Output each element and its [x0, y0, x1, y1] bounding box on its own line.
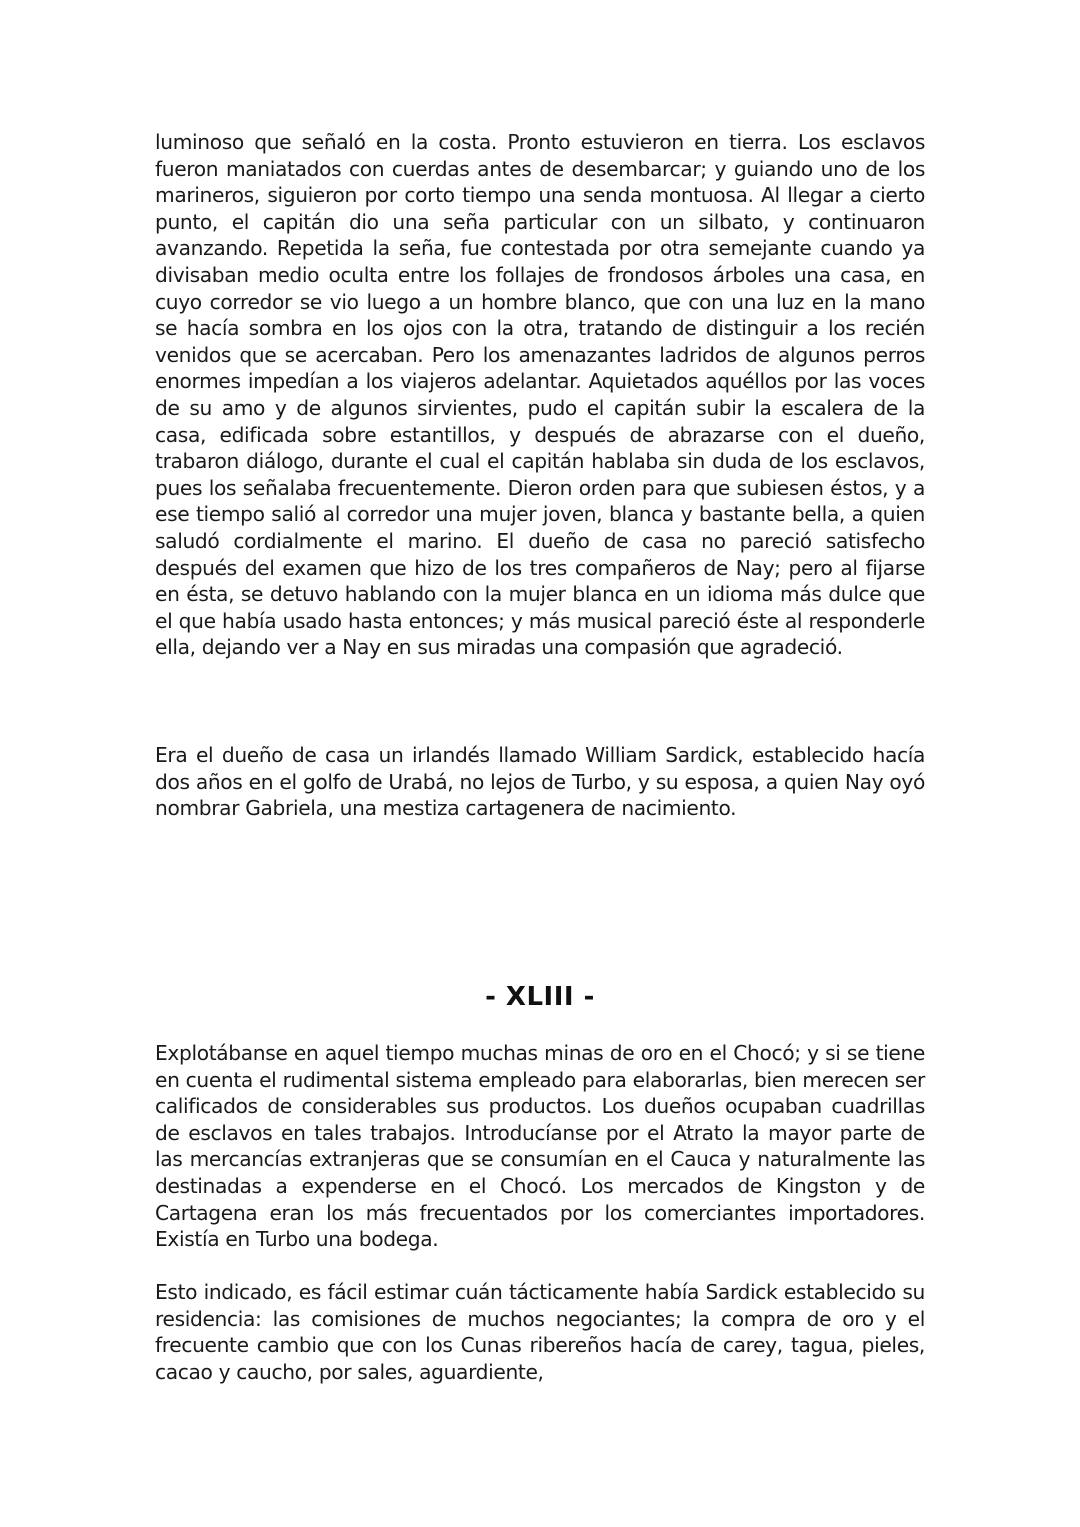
paragraph-william-sardick-intro: Era el dueño de casa un irlandés llamado William Sardick, establecido hacía dos años en el golfo de Urabá, no lejos de Turbo, y su esposa, a quien Nay oyó nombrar Gabriela, una mestiza cartagenera de nacimiento.	[155, 743, 925, 821]
paragraph-sardick-residence: Esto indicado, es fácil estimar cuán tácticamente había Sardick establecido su residencia: las comisiones de muchos negociantes; la compra de oro y el frecuente cambio que con los Cunas ribereños hacía de carey, tagua, pieles, cacao y caucho, por sales, aguardiente,	[155, 1280, 925, 1384]
paragraph-arrival-at-sardick-house: luminoso que señaló en la costa. Pronto estuvieron en tierra. Los esclavos fueron maniatados con cuerdas antes de desembarcar; y guiando uno de los marineros, siguieron por corto tiempo una senda montuosa. Al llegar a cierto punto, el capitán dio una seña particular con un silbato, y continuaron avanzando. Repetida la seña, fue contestada por otra semejante cuando ya divisaban medio oculta entre los follajes de frondosos árboles una casa, en cuyo corredor se vio luego a un hombre blanco, que con una luz en la mano se hacía sombra en los ojos con la otra, tratando de distinguir a los recién venidos que se acercaban. Pero los amenazantes ladridos de algunos perros enormes impedían a los viajeros adelantar. Aquietados aquéllos por las voces de su amo y de algunos sirvientes, pudo el capitán subir la escalera de la casa, edificada sobre estantillos, y después de abrazarse con el dueño, trabaron diálogo, durante el cual el capitán hablaba sin duda de los esclavos, pues los señalaba frecuentemente. Dieron orden para que subiesen éstos, y a ese tiempo salió al corredor una mujer joven, blanca y bastante bella, a quien saludó cordialmente el marino. El dueño de casa no pareció satisfecho después del examen que hizo de los tres compañeros de Nay; pero al fijarse en ésta, se detuvo hablando con la mujer blanca en un idioma más dulce que el que había usado hasta entonces; y más musical pareció éste al responderle ella, dejando ver a Nay en sus miradas una compasión que agradeció.	[155, 130, 925, 660]
paragraph-choco-gold-mines: Explotábanse en aquel tiempo muchas minas de oro en el Chocó; y si se tiene en cuenta el rudimental sistema empleado para elaborarlas, bien merecen ser calificados de considerables sus productos. Los dueños ocupaban cuadrillas de esclavos en tales trabajos. Introducíanse por el Atrato la mayor parte de las mercancías extranjeras que se consumían en el Cauca y naturalmente las destinadas a expenderse en el Chocó. Los mercados de Kingston y de Cartagena eran los más frecuentados por los comerciantes importadores. Existía en Turbo una bodega.	[155, 1041, 925, 1252]
chapter-heading: - XLIII -	[485, 982, 595, 1012]
